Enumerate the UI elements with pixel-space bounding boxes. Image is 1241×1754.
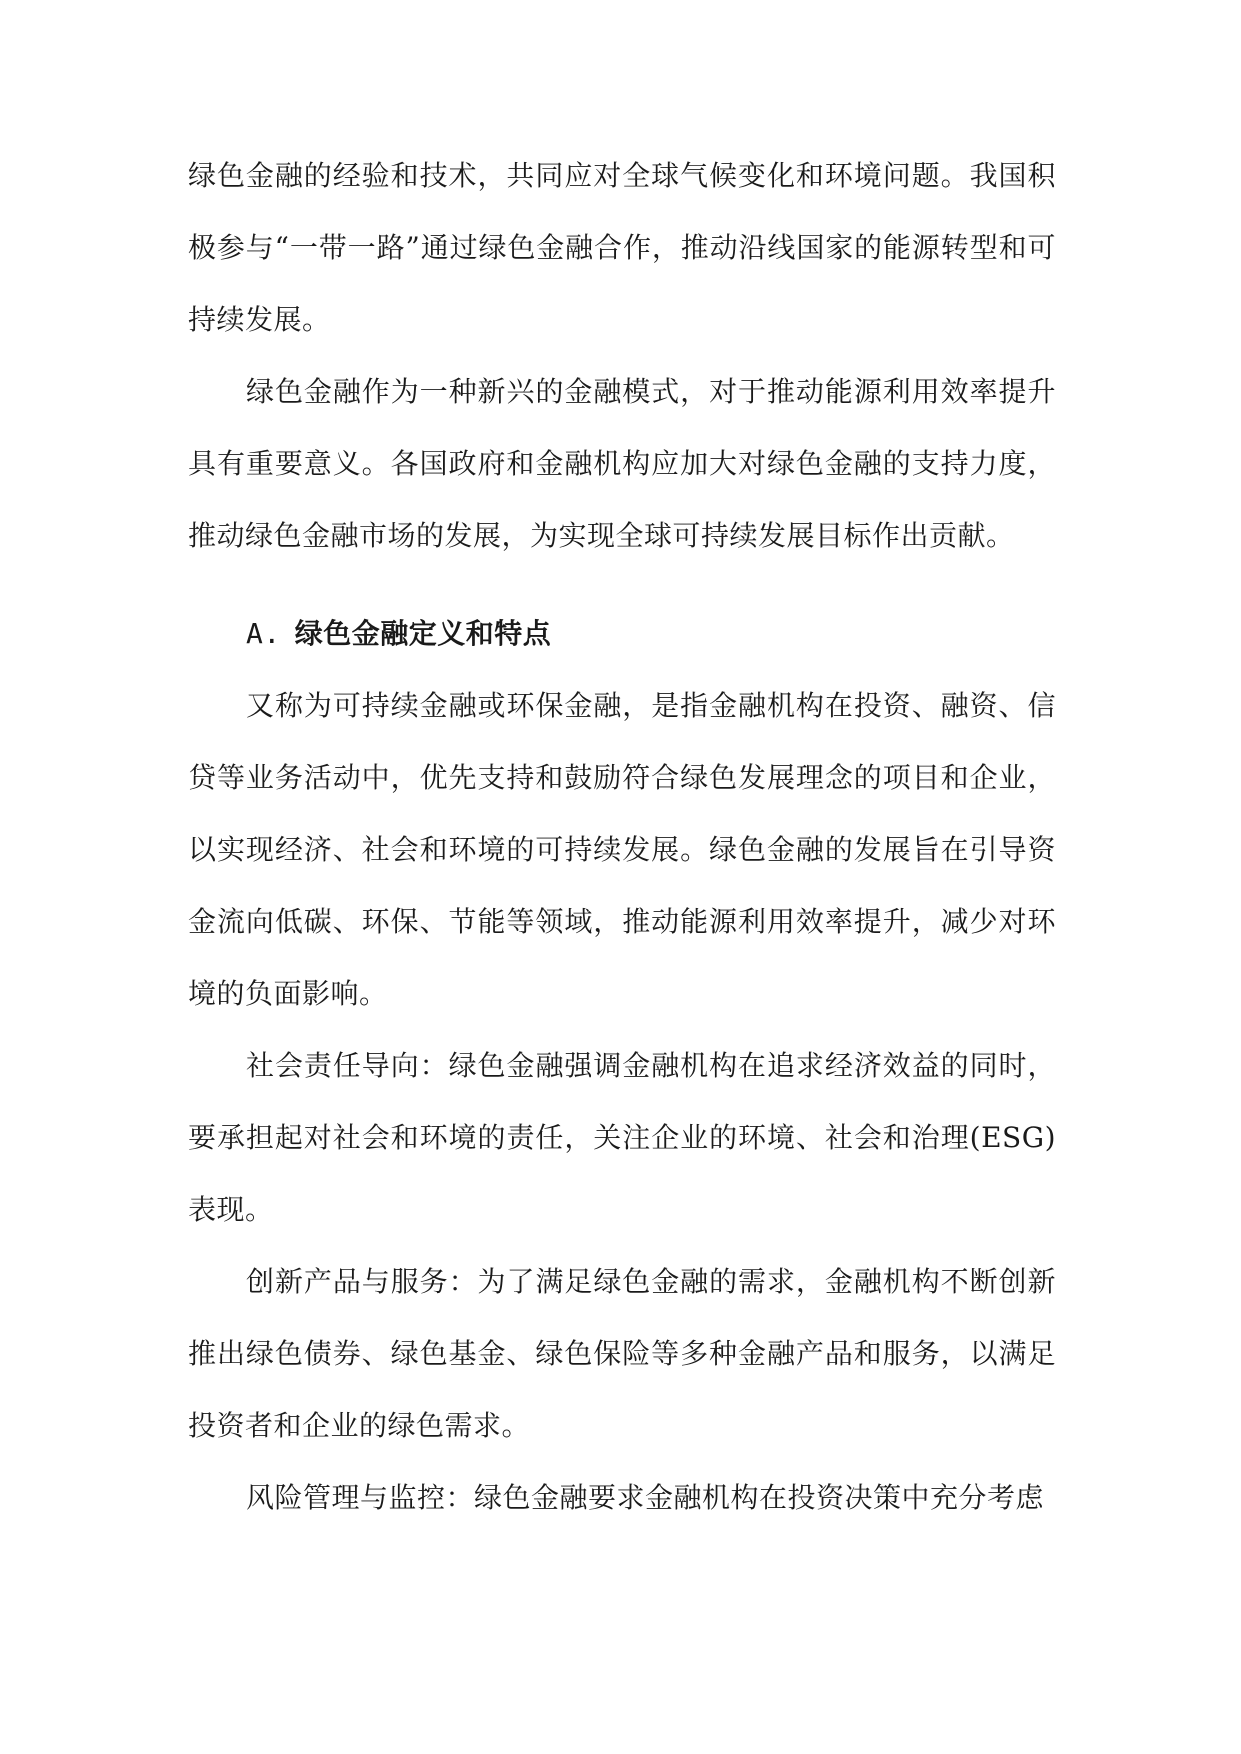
paragraph-social-responsibility: 社会责任导向：绿色金融强调金融机构在追求经济效益的同时，要承担起对社会和环境的责任，关注企业的环境、社会和治理(ESG)表现。 — [188, 1049, 1056, 1226]
paragraph-continuation: 绿色金融的经验和技术，共同应对全球气候变化和环境问题。我国积极参与“一带一路”通过绿色金融合作，推动沿线国家的能源转型和可持续发展。 — [188, 159, 1056, 336]
section-heading — [188, 598, 1056, 670]
paragraph-green-finance-significance: 绿色金融作为一种新兴的金融模式，对于推动能源利用效率提升具有重要意义。各国政府和金融机构应加大对绿色金融的支持力度，推动绿色金融市场的发展，为实现全球可持续发展目标作出贡献。 — [188, 375, 1056, 552]
section-number: A. — [246, 617, 281, 650]
paragraph-innovation: 创新产品与服务：为了满足绿色金融的需求，金融机构不断创新推出绿色债券、绿色基金、绿色保险等多种金融产品和服务，以满足投资者和企业的绿色需求。 — [188, 1265, 1056, 1442]
paragraph-risk-management: 风险管理与监控：绿色金融要求金融机构在投资决策中充分考虑 — [246, 1481, 1045, 1514]
paragraph-definition: 又称为可持续金融或环保金融，是指金融机构在投资、融资、信贷等业务活动中，优先支持和鼓励符合绿色发展理念的项目和企业，以实现经济、社会和环境的可持续发展。绿色金融的发展旨在引导资金流向低碳、环保、节能等领域，推动能源利用效率提升，减少对环境的负面影响。 — [188, 689, 1056, 1010]
section-title: 绿色金融定义和特点 — [294, 617, 552, 650]
page-body — [188, 140, 1056, 1534]
